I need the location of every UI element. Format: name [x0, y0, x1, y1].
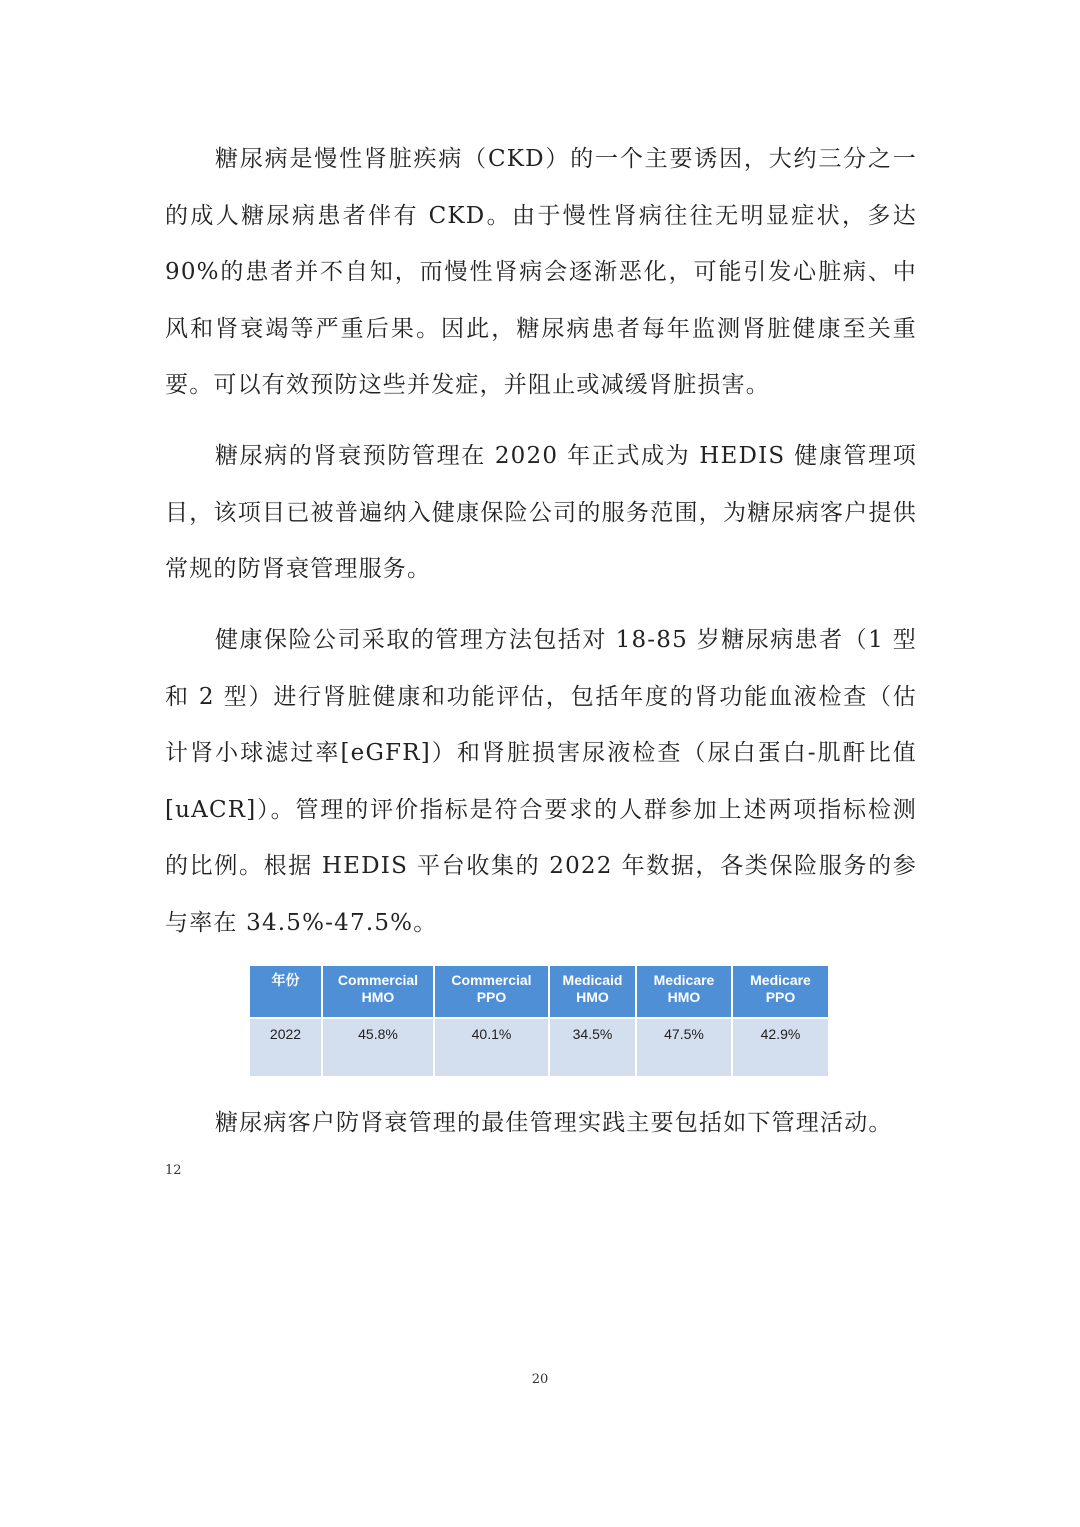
header-year: 年份: [250, 966, 322, 1018]
paragraph-best-practices: 糖尿病客户防肾衰管理的最佳管理实践主要包括如下管理活动。: [215, 1110, 893, 1136]
data-table: [250, 966, 828, 1076]
cell-commercial-hmo: 45.8%: [322, 1018, 434, 1076]
table-header-row: [250, 966, 828, 1018]
header-commercial-ppo: Commercial PPO: [434, 966, 549, 1018]
footnote-number: 12: [165, 1163, 182, 1178]
page-number: 20: [531, 1372, 549, 1387]
cell-medicaid-hmo: 34.5%: [549, 1018, 636, 1076]
cell-medicare-ppo: 42.9%: [732, 1018, 828, 1076]
paragraph-hedis-program: 糖尿病的肾衰预防管理在 2020 年正式成为 HEDIS 健康管理项目，该项目已被普遍纳入健康保险公司的服务范围，为糖尿病客户提供常规的防肾衰管理服务。: [165, 443, 917, 582]
cell-medicare-hmo: 47.5%: [636, 1018, 732, 1076]
participation-rate-table: [250, 966, 828, 1076]
table-row: [250, 1018, 828, 1076]
header-medicare-ppo: Medicare PPO: [732, 966, 828, 1018]
header-medicare-hmo: Medicare HMO: [636, 966, 732, 1018]
cell-commercial-ppo: 40.1%: [434, 1018, 549, 1076]
paragraph-ckd-intro: 糖尿病是慢性肾脏疾病（CKD）的一个主要诱因，大约三分之一的成人糖尿病患者伴有 CKD。由于慢性肾病往往无明显症状，多达90%的患者并不自知，而慢性肾病会逐渐恶化，可能引发心脏病、中风和肾衰竭等严重后果。因此，糖尿病患者每年监测肾脏健康至关重要。可以有效预防这些并发症，并阻止或减缓肾脏损害。: [165, 146, 917, 398]
paragraph-management-methods: 健康保险公司采取的管理方法包括对 18-85 岁糖尿病患者（1 型和 2 型）进行肾脏健康和功能评估，包括年度的肾功能血液检查（估计肾小球滤过率[eGFR]）和肾脏损害尿液检查（尿白蛋白-肌酐比值[uACR]）。管理的评价指标是符合要求的人群参加上述两项指标检测的比例。根据 HEDIS 平台收集的 2022 年数据，各类保险服务的参与率在 34.5%-47.5%。: [165, 627, 917, 936]
header-medicaid-hmo: Medicaid HMO: [549, 966, 636, 1018]
cell-year: 2022: [250, 1018, 322, 1076]
header-commercial-hmo: Commercial HMO: [322, 966, 434, 1018]
